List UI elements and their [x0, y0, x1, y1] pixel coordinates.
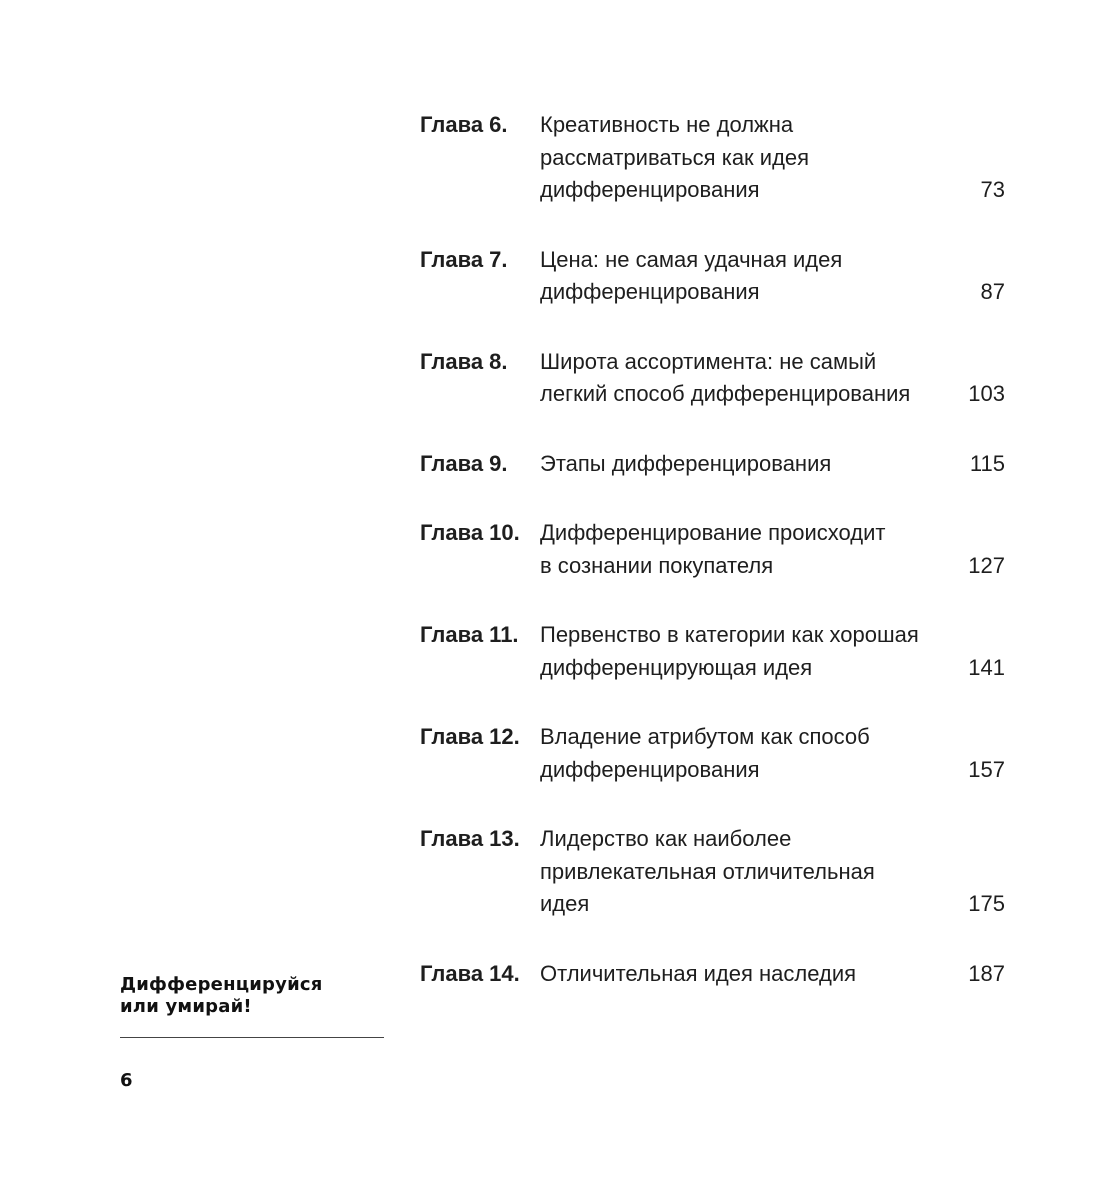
- running-title: Дифференцируйся или умирай!: [120, 974, 323, 1017]
- chapter-page-number: 187: [968, 960, 1005, 986]
- chapter-label: Глава 11.: [420, 622, 519, 647]
- chapter-page-number: 115: [969, 450, 1005, 476]
- chapter-title: Отличительная идея наследия: [540, 960, 857, 986]
- divider: [120, 1037, 384, 1038]
- toc-entry[interactable]: [420, 244, 1005, 309]
- toc-entry[interactable]: [420, 346, 1005, 411]
- toc-entry[interactable]: [420, 721, 1005, 786]
- chapter-page-number: 127: [968, 552, 1005, 578]
- chapter-label: Глава 8.: [420, 348, 508, 374]
- toc-entry[interactable]: [420, 517, 1005, 582]
- chapter-page-number: 103: [968, 381, 1005, 406]
- toc-entry[interactable]: [420, 619, 1005, 684]
- table-of-contents: [420, 109, 1005, 990]
- chapter-label: Глава 9.: [420, 450, 508, 476]
- chapter-label: Глава 14.: [420, 960, 520, 986]
- chapter-page-number: 73: [980, 177, 1005, 202]
- chapter-label: Глава 12.: [420, 724, 520, 749]
- toc-entry[interactable]: [420, 448, 1005, 481]
- page-number: 6: [120, 1070, 133, 1091]
- chapter-label: Глава 7.: [420, 246, 508, 272]
- chapter-page-number: 141: [968, 654, 1005, 680]
- chapter-title: Лидерство как наиболее привлекательная отличительная идея: [540, 826, 875, 916]
- chapter-page-number: 87: [980, 279, 1005, 304]
- toc-entry[interactable]: [420, 823, 1005, 921]
- toc-entry[interactable]: [420, 109, 1005, 207]
- chapter-page-number: 157: [968, 756, 1005, 782]
- chapter-page-number: 175: [968, 891, 1005, 916]
- chapter-label: Глава 13.: [420, 826, 520, 851]
- chapter-title: Дифференцирование происходит в сознании покупателя: [540, 520, 886, 578]
- chapter-title: Этапы дифференцирования: [540, 450, 832, 476]
- chapter-title: Широта ассортимента: не самый легкий способ дифференцирования: [540, 348, 911, 406]
- chapter-title: Креативность не должна рассматриваться как идея дифференцирования: [540, 112, 810, 202]
- chapter-label: Глава 6.: [420, 112, 508, 137]
- chapter-label: Глава 10.: [420, 520, 520, 545]
- chapter-title: Первенство в категории как хорошая дифференцирующая идея: [540, 622, 919, 680]
- toc-entry[interactable]: [420, 958, 1005, 991]
- chapter-title: Цена: не самая удачная идея дифференцирования: [540, 246, 843, 304]
- chapter-title: Владение атрибутом как способ дифференцирования: [540, 724, 870, 782]
